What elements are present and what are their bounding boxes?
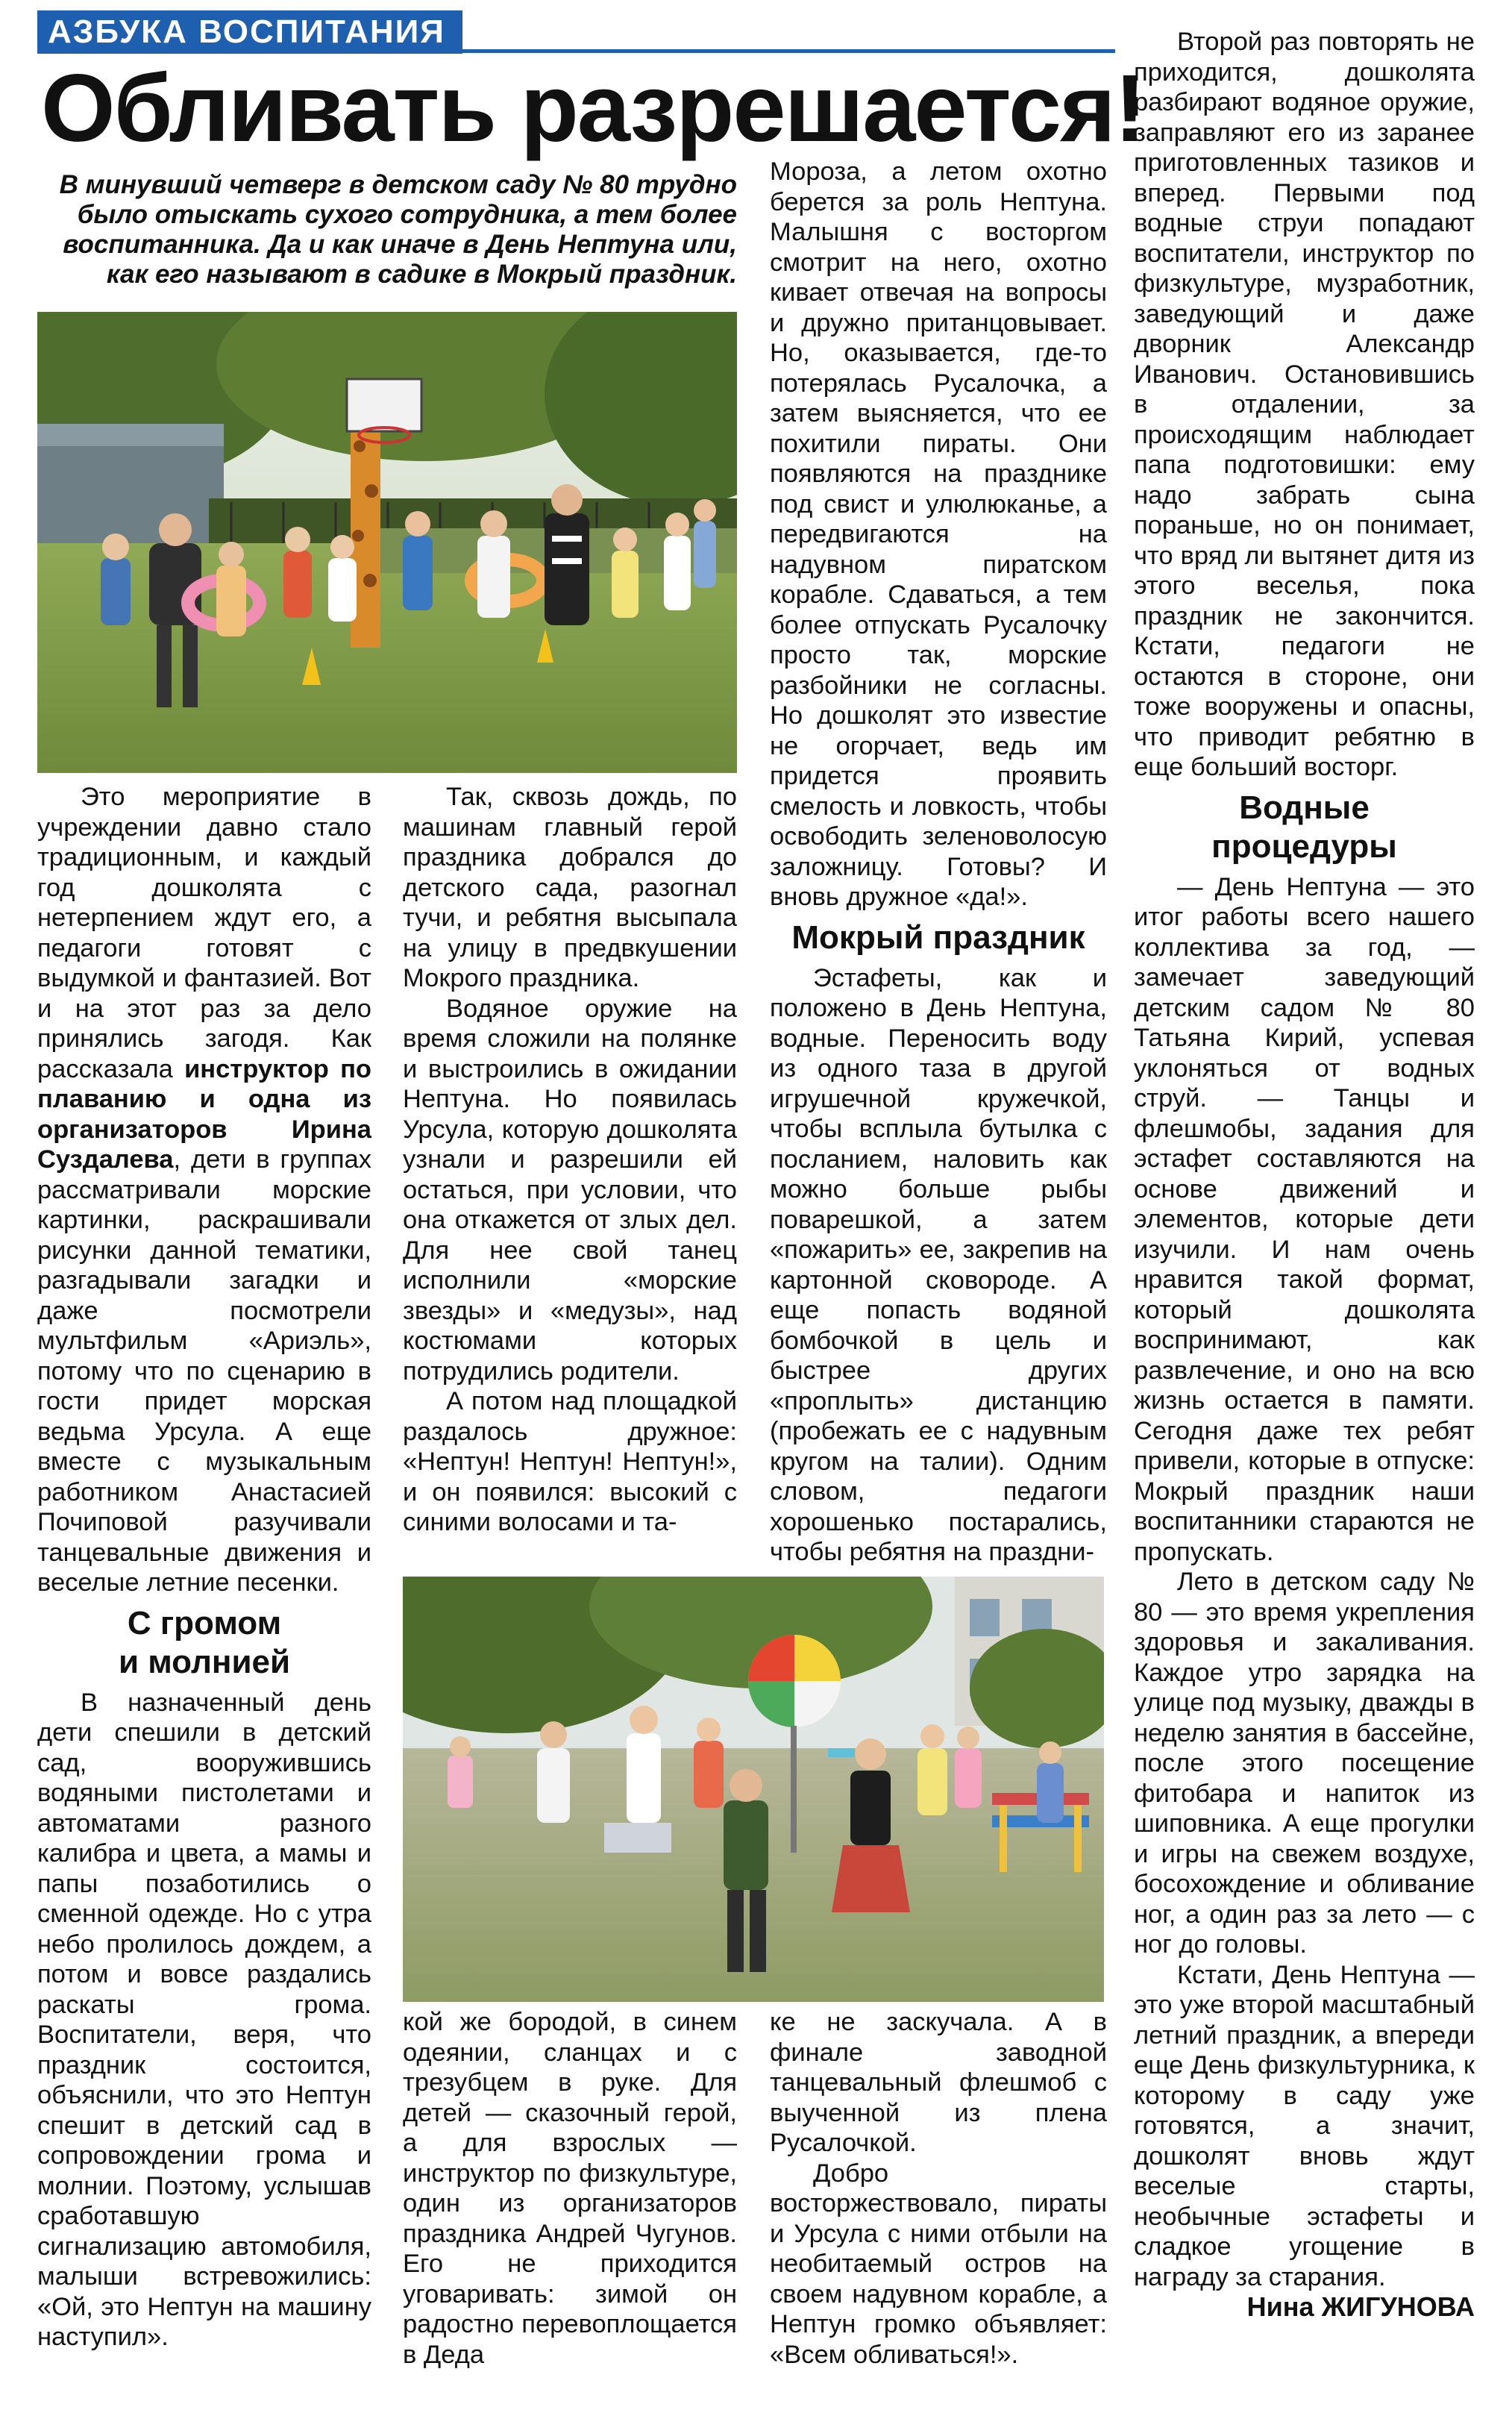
paragraph: ке не заскучала. А в финале заводной танцевальный флешмоб с выученной из плена Русалочкой.	[770, 2008, 1107, 2157]
column-4	[1134, 27, 1475, 2322]
text-run-bold: инструктор по плаванию и одна из организаторов Ирина Суздалева	[37, 1054, 372, 1174]
rubric-rule	[462, 49, 1115, 53]
photo-neptune-day	[37, 312, 737, 773]
subheading-water-procedures	[1134, 789, 1475, 866]
paragraph: Кстати, День Нептуна — это уже второй масштабный летний праздник, а впереди еще День физкультурника, к которому в саду уже готовятся, а значит, дошколят вновь ждут веселые старты, необычные эстафеты и сладкое угощение в награду за старания.	[1134, 1960, 1475, 2291]
article-headline: Обливать разрешается!	[41, 55, 1145, 162]
column-1	[37, 782, 371, 2353]
paragraph: Второй раз повторять не приходится, дошколята разбирают водяное оружие, заправляют его из заранее приготовленных тазиков и вперед. Первыми под водные струи попадают воспитатели, инструктор по физкультуре, музработник, заведующий и даже дворник Александр Иванович. Остановившись в отдалении, за происходящим наблюдает папа подготовишки: ему надо забрать сына пораньше, но он понимает, что вряд ли вытянет дитя из этого веселья, пока праздник не закончится. Кстати, педагоги не остаются в стороне, они тоже вооружены и опасны, что приводит ребятню в еще больший восторг.	[1134, 28, 1475, 781]
column-3-top	[770, 157, 1107, 1568]
paragraph: — День Нептуна — это итог работы всего нашего коллектива за год, — замечает заведующий детским садом № 80 Татьяна Кирий, успевая уклоняться от водных струй. — Танцы и флешмобы, задания для эстафет составляются на основе движений и элементов, которые дети изучили. И нам очень нравится такой формат, который дошколята воспринимают, как развлечение, и оно на всю жизнь остается в памяти. Сегодня даже тех ребят привели, которые в отпуске: Мокрый праздник наши воспитанники стараются не пропускать.	[1134, 872, 1475, 1566]
paragraph: А потом над площадкой раздалось дружное: «Нептун! Нептун! Нептун!», и он появился: высокий с синими волосами и та-	[403, 1387, 737, 1536]
author-byline: Нина ЖИГУНОВА	[1246, 2291, 1475, 2322]
paragraph: Эстафеты, как и положено в День Нептуна, водные. Переносить воду из одного тазa в другой игрушечной кружечкой, чтобы всплыла бутылка с посланием, наловить как можно больше рыбы поварешкой, а затем «пожарить» ее, закрепив на картонной сковороде. А еще попасть водяной бомбочкой в цель и быстрее других «проплыть» дистанцию (пробежать ее с надувным кругом на талии). Одним словом, педагоги хорошенько постарались, чтобы ребятня на праздни-	[770, 963, 1107, 1566]
photo-water-games	[403, 1577, 1104, 2002]
paragraph: Водяное оружие на время сложили на полянке и выстроились в ожидании Нептуна. Но появилась Урсула, которую дошколята узнали и разрешили ей остаться, при условии, что она откажется от злых дел. Для нее свой танец исполнили «морские звезды» и «медузы», над костюмами которых потрудились родители.	[403, 994, 737, 1386]
subheading-line: С громом	[127, 1604, 282, 1641]
rubric-label: АЗБУКА ВОСПИТАНИЯ	[37, 10, 462, 54]
column-2-top	[403, 782, 737, 1538]
paragraph: Добро восторжествовало, пираты и Урсула с ними отбыли на необитаемый остров на своем надувном корабле, а Нептун громко объявляет: «Всем обливаться!».	[770, 2159, 1107, 2369]
subheading-line: процедуры	[1211, 827, 1397, 865]
paragraph	[37, 782, 371, 1598]
subheading-line: Водные	[1239, 789, 1370, 826]
subheading-thunder	[37, 1604, 371, 1682]
photo-1-illustration	[37, 312, 737, 773]
column-2-bottom	[403, 2007, 737, 2370]
paragraph: В назначенный день дети спешили в детский сад, вооружившись водяными пистолетами и автоматами разного калибра и цвета, а мамы и папы позаботились о сменной одежде. Но с утра небо пролилось дождем, а потом и вовсе раздались раскаты грома. Воспитатели, веря, что праздник состоится, объяснили, что это Нептун спешит в детский сад в сопровождении грома и молнии. Поэтому, услышав сработавшую сигнализацию автомобиля, малыши встревожились: «Ой, это Нептун на машину наступил».	[37, 1688, 371, 2351]
column-3-bottom	[770, 2007, 1107, 2370]
paragraph: Лето в детском саду № 80 — это время укрепления здоровья и закаливания. Каждое утро зарядка на улице под музыку, дважды в неделю занятия в бассейне, после этого посещение фитобара и напиток из шиповника. А еще прогулки и игры на свежем воздухе, босохождение и обливание ног, а один раз за лето — с ног до головы.	[1134, 1568, 1475, 1959]
text-run: , дети в группах рассматривали морские картинки, раскрашивали рисунки данной тематики, разгадывали загадки и даже посмотрели мультфильм «Ариэль», потому что по сценарию в гости придет морская ведьма Урсула. А еще вместе с музыкальным работником Анастасией Почиповой разучивали танцевальные движения и веселые летние песенки.	[37, 1145, 371, 1597]
subheading-line: и молнией	[118, 1643, 291, 1680]
paragraph: Мороза, а летом охотно берется за роль Нептуна. Малышня с восторгом смотрит на него, охотно кивает отвечая на вопросы и дружно пританцовывает. Но, оказывается, где-то потерялась Русалочка, а затем выясняется, что ее похитили пираты. Они появляются на празднике под свист и улюлюканье, а передвигаются на надувном пиратском корабле. Сдаваться, а тем более отпускать Русалочку просто так, морские разбойники не согласны. Но дошколят это известие не огорчает, ведь им придется проявить смелость и ловкость, чтобы освободить зеленоволосую заложницу. Готовы? И вновь дружное «да!».	[770, 157, 1107, 911]
article-lead: В минувший четверг в детском саду № 80 трудно было отыскать сухого сотрудника, а тем более воспитанника. Да и как иначе в День Нептуна или, как его называют в садике в Мокрый праздник.	[59, 170, 737, 289]
text-run: Это мероприятие в учреждении давно стало традиционным, и каждый год дошколята с нетерпением ждут его, а педагоги готовят с выдумкой и фантазией. Вот и на этот раз за дело принялись загодя. Как рассказала	[37, 783, 371, 1083]
photo-2-illustration	[403, 1577, 1104, 2002]
subheading-wet-holiday: Мокрый праздник	[791, 918, 1085, 956]
paragraph: кой же бородой, в синем одеянии, сланцах и с трезубцем в руке. Для детей — сказочный герой, а для взрослых — инструктор по физкультуре, один из организаторов праздника Андрей Чугунов. Его не приходится уговаривать: зимой он радостно перевоплощается в Деда	[403, 2008, 737, 2369]
paragraph: Так, сквозь дождь, по машинам главный герой праздника добрался до детского сада, разогнал тучи, и ребятня высыпала на улицу в предвкушении Мокрого праздника.	[403, 783, 737, 992]
